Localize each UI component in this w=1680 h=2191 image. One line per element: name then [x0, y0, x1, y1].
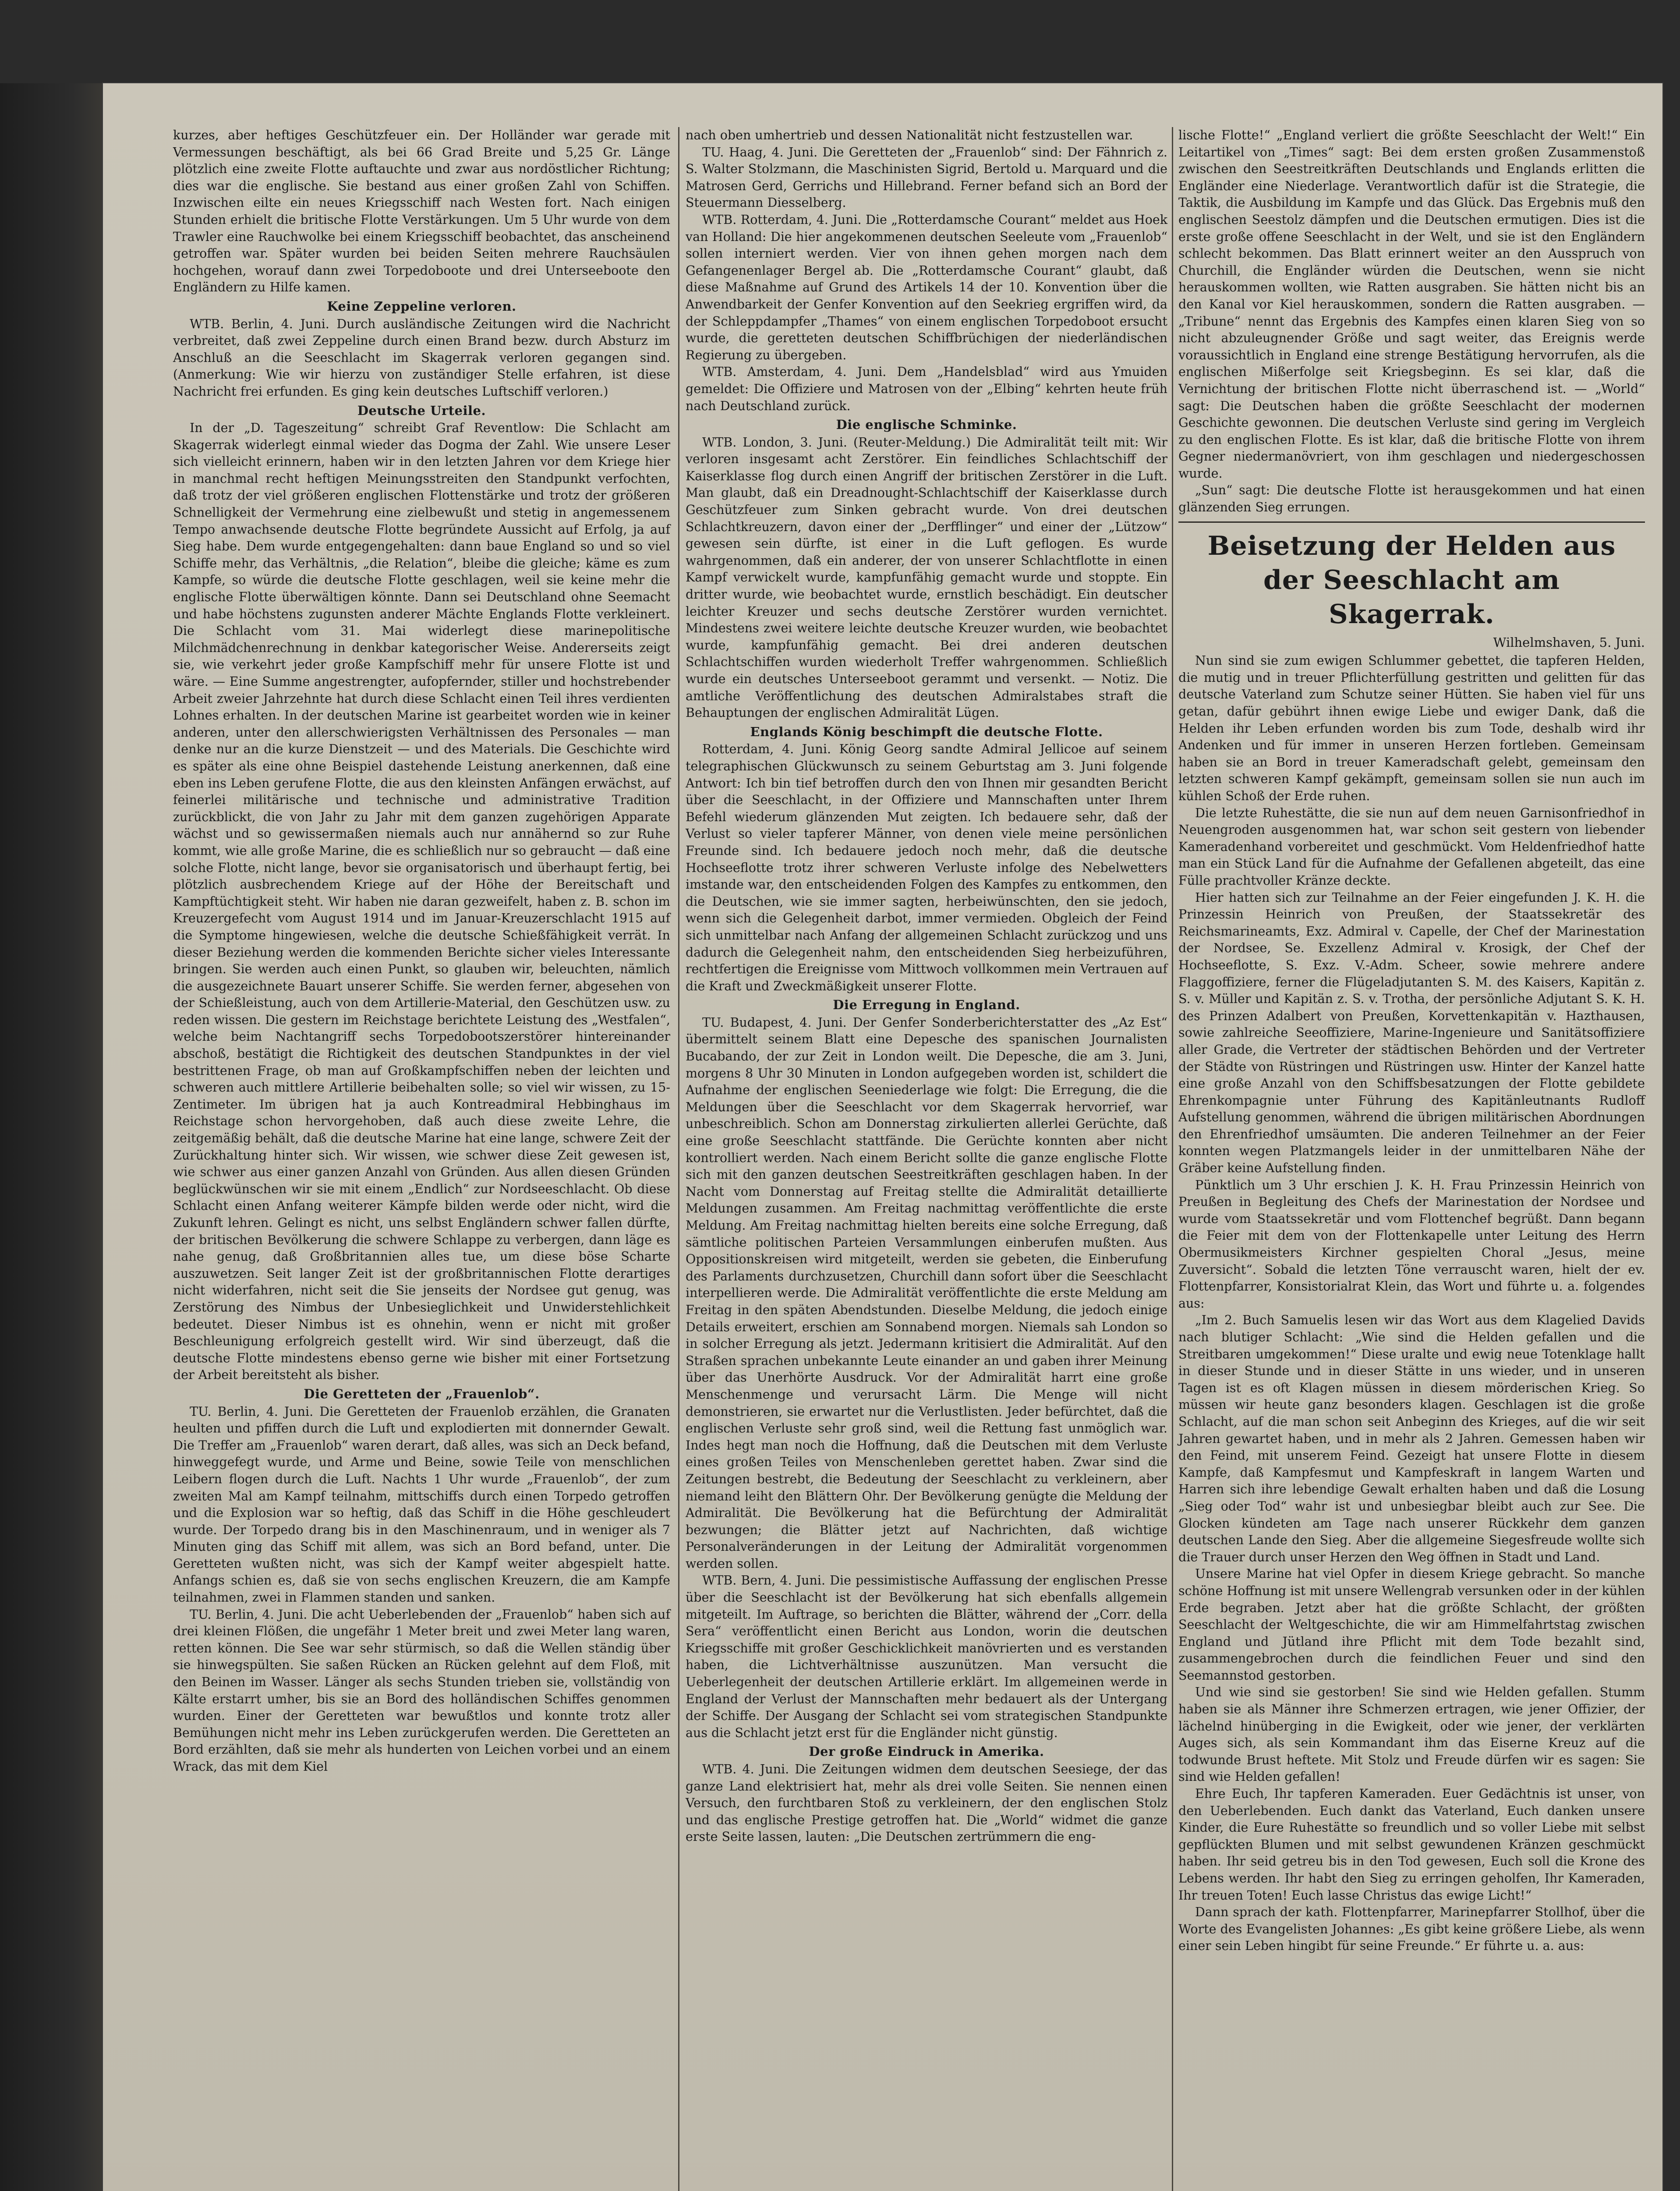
article-paragraph: TU. Haag, 4. Juni. Die Geretteten der „Frauenlob“ sind: Der Fähnrich z. S. Walter Stolzmann, die Maschinisten Sigrid, Bertold u. Marquard und die Matrosen Gerd, Gerrichs und Hillebrand. Ferner befand sich an Bord der Steuermann Diesselberg.	[686, 145, 1167, 210]
article-paragraph: Dann sprach der kath. Flottenpfarrer, Marinepfarrer Stollhof, über die Worte des Evangelisten Johannes: „Es gibt keine größere Liebe, als wenn einer sein Leben hingibt für seine Freunde.“ Er führte u. a. aus:	[1178, 1905, 1645, 1953]
section-divider	[1178, 521, 1645, 523]
article-paragraph: TU. Berlin, 4. Juni. Die Geretteten der Frauenlob erzählen, die Granaten heulten und pfiffen durch die Luft und explodierten mit donnernder Gewalt. Die Treffer am „Frauenlob“ waren derart, daß alles, was sich an Deck befand, hinweggefegt wurde, und Arme und Beine, sowie Teile von menschlichen Leibern flogen durch die Luft. Nachts 1 Uhr wurde „Frauenlob“, der zum zweiten Mal am Kampf teilnahm, mittschiffs durch einen Torpedo getroffen und die Explosion war so heftig, daß das Schiff in die Höhe geschleudert wurde. Der Torpedo drang bis in den Maschinenraum, und in weniger als 7 Minuten ging das Schiff mit allem, was sich an Bord befand, unter. Die Geretteten wußten nicht, was sich der Kampf weiter abgespielt hatte. Anfangs schien es, daß sie von sechs englischen Kreuzern, die am Kampfe teilnahmen, zwei in Flammen standen und sanken.	[173, 1404, 670, 1605]
article-heading: Die Erregung in England.	[833, 997, 1020, 1013]
article-paragraph: Pünktlich um 3 Uhr erschien J. K. H. Frau Prinzessin Heinrich von Preußen in Begleitung des Chefs der Marinestation der Nordsee und wurde vom Staatssekretär und vom Flottenchef begrüßt. Dann begann die Feier mit dem von der Flottenkapelle unter Leitung des Herrn Obermusikmeisters Kirchner gespielten Choral „Jesus, meine Zuversicht“. Sobald die letzten Töne verrauscht waren, hielt der ev. Flottenpfarrer, Konsistorialrat Klein, das Wort und führte u. a. folgendes aus:	[1178, 1177, 1645, 1311]
column-rule-1	[678, 127, 679, 2191]
article-paragraph: TU. Budapest, 4. Juni. Der Genfer Sonderberichterstatter des „Az Est“ übermittelt seinem Blatt eine Depesche des spanischen Journalisten Bucabando, der zur Zeit in London weilt. Die Depesche, die am 3. Juni, morgens 8 Uhr 30 Minuten in London aufgegeben worden ist, schildert die Aufnahme der englischen Seeniederlage wie folgt: Die Erregung, die die Meldungen über die Seeschlacht vor dem Skagerrak hervorrief, war unbeschreiblich. Schon am Donnerstag zirkulierten allerlei Gerüchte, daß eine große Seeschlacht stattfände. Die Gerüchte konnten aber nicht kontrolliert werden. Nach einem Bericht sollte die ganze englische Flotte sich mit den ganzen deutschen Seestreitkräften geschlagen haben. In der Nacht vom Donnerstag auf Freitag stellte die Admiralität detaillierte Meldungen zusammen. Am Freitag nachmittag veröffentlichte die erste Meldung. Am Freitag nachmittag hielten bereits eine solche Erregung, daß sämtliche politischen Parteien Versammlungen einberufen mußten. Aus Oppositionskreisen wird mitgeteilt, werden sie gebeten, die Einberufung des Parlaments durchzusetzen, Churchill dann sofort über die Seeschlacht interpellieren werde. Die Admiralität veröffentlichte die erste Meldung am Freitag in den späten Abendstunden. Dieselbe Meldung, die jedoch einige Details erweitert, erschien am Sonnabend morgen. Niemals sah London so in solcher Erregung als jetzt. Jedermann kritisiert die Admiralität. Auf den Straßen sprachen unbekannte Leute einander an und gaben ihrer Meinung über das Unerhörte Ausdruck. Vor der Admiralität harrt eine große Menschenmenge und verursacht Lärm. Die Menge will nicht demonstrieren, sie erwartet nur die Verlustlisten. Jeder befürchtet, daß die englischen Verluste sehr groß sind, weil die Rettung fast unmöglich war. Indes hegt man noch die Hoffnung, daß die Deutschen mit dem Verluste eines großen Teiles von Menschenleben gerettet haben. Zwar sind die Zeitungen bestrebt, die Bedeutung der Seeschlacht zu verkleinern, aber niemand leiht den Blättern Ohr. Der Bevölkerung genügte die Meldung der Admiralität. Die Bevölkerung hat die Befürchtung der Admiralität bezwungen; die Blätter jetzt auf Nachrichten, daß wichtige Personalveränderungen in der Leitung der Admiralität vorgenommen werden sollen.	[686, 1015, 1167, 1571]
article-paragraph: TU. Berlin, 4. Juni. Die acht Ueberlebenden der „Frauenlob“ haben sich auf drei kleinen Flößen, die ungefähr 1 Meter breit und zwei Meter lang waren, retten können. Die See war sehr stürmisch, so daß die Wellen ständig über sie hinwegspülten. Sie saßen Rücken an Rücken gelehnt auf dem Floß, mit den Beinen im Wasser. Länger als sechs Stunden trieben sie, vollständig von Kälte erstarrt umher, bis sie an Bord des holländischen Schiffes genommen wurden. Einer der Geretteten war bewußtlos und konnte trotz aller Bemühungen nicht mehr ins Leben zurückgerufen werden. Die Geretteten an Bord erzählten, daß sie mehr als hunderten von Leichen vorbei und an einem Wrack, das mit dem Kiel	[173, 1607, 670, 1774]
article-paragraph: WTB. Bern, 4. Juni. Die pessimistische Auffassung der englischen Presse über die Seeschlacht ist der Bevölkerung hat sich ebenfalls allgemein mitgeteilt. Im Auftrage, so berichten die Blätter, während der „Corr. della Sera“ veröffentlicht einen Bericht aus London, worin die deutschen Kriegsschiffe mit großer Geschicklichkeit manövrierten und es verstanden haben, die Lichtverhältnisse auszunützen. Man versucht die Ueberlegenheit der deutschen Artillerie erklärt. Im allgemeinen werde in England der Verlust der Mannschaften mehr bedauert als der Untergang der Schiffe. Der Ausgang der Schlacht sei vom strategischen Standpunkte aus die Schlacht jetzt erst für die Engländer nicht günstig.	[686, 1573, 1167, 1740]
column-rule-2	[1172, 127, 1173, 2191]
dateline: Wilhelmshaven, 5. Juni.	[1493, 635, 1645, 650]
article-paragraph: WTB. Amsterdam, 4. Juni. Dem „Handelsblad“ wird aus Ymuiden gemeldet: Die Offiziere und Matrosen von der „Elbing“ kehrten heute früh nach Deutschland zurück.	[686, 365, 1167, 413]
article-paragraph: Die letzte Ruhestätte, die sie nun auf dem neuen Garnisonfriedhof in Neuengroden ausgenommen hat, war schon seit gestern von liebender Kameradenhand vorbereitet und geschmückt. Vom Heldenfriedhof hatte man ein Stück Land für die Aufnahme der Gefallenen abgeteilt, das eine Fülle prachtvoller Kränze deckte.	[1178, 805, 1645, 888]
article-paragraph: WTB. Rotterdam, 4. Juni. Die „Rotterdamsche Courant“ meldet aus Hoek van Holland: Die hier angekommenen deutschen Seeleute vom „Frauenlob“ sollen interniert werden. Vier von ihnen gehen morgen nach dem Gefangenenlager Bergel ab. Die „Rotterdamsche Courant“ glaubt, daß diese Maßnahme auf Grund des Artikels 14 der 10. Konvention über die Anwendbarkeit der Genfer Konvention auf den Seekrieg ergriffen wird, da der Schleppdampfer „Thames“ von einem englischen Torpedoboot ersucht wurde, die geretteten deutschen Schiffbrüchigen der niederländischen Regierung zu übergeben.	[686, 212, 1167, 362]
article-heading: Die Geretteten der „Frauenlob“.	[304, 1386, 540, 1401]
article-paragraph: WTB. 4. Juni. Die Zeitungen widmen dem deutschen Seesiege, der das ganze Land elektrisiert hat, mehr als drei volle Seiten. Sie nennen einen Versuch, den furchtbaren Stoß zu verkleinern, der den englischen Stolz und das englische Prestige getroffen hat. Die „World“ widmet die ganze erste Seite lassen, lauten: „Die Deutschen zertrümmern die eng-	[686, 1762, 1167, 1844]
article-heading: Deutsche Urteile.	[357, 403, 486, 418]
article-paragraph: „Im 2. Buch Samuelis lesen wir das Wort aus dem Klagelied Davids nach blutiger Schlacht: „Wie sind die Helden gefallen und die Streitbaren umgekommen!“ Diese uralte und ewig neue Totenklage hallt in dieser Stunde und in dieser Stätte in uns wieder, und in unseren Tagen ist es oft Klagen müssen in diesem mörderischen Krieg. So müssen wir heute ganz besonders klagen. Geschlagen ist die große Schlacht, auf die man schon seit Anbeginn des Krieges, auf die wir seit Jahren gewartet haben, und in mehr als 2 Jahren. Gemessen haben wir den Feind, mit unserem Feind. Gezeigt hat unsere Flotte in diesem Kampfe, daß Kampfesmut und Kampfeskraft in langem Warten und Harren sich ihre lebendige Gewalt erhalten haben und daß die Losung „Sieg oder Tod“ wahr ist und unbesiegbar bleibt auch zur See. Die Glocken kündeten am Tage nach unserer Rückkehr dem ganzen deutschen Lande den Sieg. Aber die allgemeine Siegesfreude wollte sich die Trauer durch unser Herzen den Weg öffnen in Stadt und Land.	[1178, 1313, 1645, 1564]
article-heading: Englands König beschimpft die deutsche Flotte.	[750, 724, 1103, 739]
article-paragraph: kurzes, aber heftiges Geschützfeuer ein. Der Holländer war gerade mit Vermessungen beschäftigt, als bei 66 Grad Breite und 5,25 Gr. Länge plötzlich eine zweite Flotte auftauchte und zwar aus nordöstlicher Richtung; dies war die englische. Sie bestand aus einer großen Zahl von Schiffen. Inzwischen eilte ein neues Kriegsschiff nach Westen fort. Nach einigen Stunden erhielt die britische Flotte Verstärkungen. Um 5 Uhr wurde von dem Trawler eine Rauchwolke bei einem Kriegsschiff beobachtet, das anscheinend getroffen war. Später wurden bei beiden Seiten mehrere Rauchsäulen hochgehen, worauf dann zwei Torpedoboote und drei Unterseeboote den Engländern zu Hilfe kamen.	[173, 128, 670, 295]
article-heading: Der große Eindruck in Amerika.	[809, 1744, 1044, 1759]
article-paragraph: In der „D. Tageszeitung“ schreibt Graf Reventlow: Die Schlacht am Skagerrak widerlegt einmal wieder das Dogma der Zahl. Wie unsere Leser sich vielleicht erinnern, haben wir in den letzten Jahren vor dem Kriege hier in manchmal recht heftigen Meinungsstreiten den Standpunkt verfochten, daß trotz der viel größeren englischen Flottenstärke und trotz der größeren Schnelligkeit der Vermehrung eine zielbewußt und stetig in angemessenem Tempo anwachsende deutsche Flotte begründete Aussicht auf Erfolg, ja auf Sieg habe. Dem wurde entgegengehalten: dann baue England so und so viel Schiffe mehr, das Verhältnis, „die Relation“, bleibe die gleiche; käme es zum Kampfe, so würde die deutsche Flotte geschlagen, weil sie keine mehr die englische Flotte überwältigen könnte. Dann sei Deutschland ohne Seemacht und habe höchstens zugunsten anderer Mächte Englands Flotte verkleinert. Die Schlacht vom 31. Mai widerlegt diese marinepolitische Milchmädchenrechnung in denkbar kategorischer Weise. Andererseits zeigt sie, wie verkehrt jeder große Kampfschiff mehr für unsere Flotte ist und wäre. — Eine Summe angestrengter, aufopfernder, stiller und hochstrebender Arbeit zweier Jahrzehnte hat durch diese Schlacht einen Teil ihres verdienten Lohnes erhalten. In der deutschen Marine ist gearbeitet worden wie in keiner anderen, unter den allerschwierigsten Verhältnissen des Personales — man denke nur an die kurze Dienstzeit — und des Materials. Die Geschichte wird es später als eine ohne Beispiel dastehende Leistung anerkennen, daß eine eben ins Leben gerufene Flotte, die aus den kleinsten Anfängen erwächst, auf feinerlei militärische und technische und administrative Tradition zurückblickt, die von Jahr zu Jahr mit dem ganzen zugehörigen Apparate wächst und so gewissermaßen niemals auch nur annähernd so zur Ruhe kommt, wie alle große Marine, die es schließlich nur so gebraucht — daß eine solche Flotte, nicht lange, bevor sie organisatorisch und überhaupt fertig, bei plötzlich ausbrechendem Kriege auf der Höhe der Bereitschaft und Kampftüchtigkeit steht. Wir haben nie daran gezweifelt, haben z. B. schon im Kreuzergefecht vom August 1914 und im Januar-Kreuzerschlacht 1915 auf die Symptome hingewiesen, welche die deutsche Schießfähigkeit verrät. In dieser Beziehung werden die kommenden Berichte sicher vieles Interessante bringen. Sie werden auch einen Punkt, so glauben wir, beleuchten, nämlich die ausgezeichnete Bauart unserer Schiffe. Sie werden ferner, abgesehen von der Schießleistung, auch von dem Artillerie-Material, den Geschützen usw. zu reden wissen. Die gestern im Reichstage berichtete Leistung des „Westfalen“, welche beim Nachtangriff sechs Torpedobootszerstörer hintereinander abschoß, bestätigt die Richtigkeit des deutschen Standpunktes in der viel bestrittenen Frage, ob man auf Großkampfschiffen neben der leichten und schweren auch mittlere Artillerie beibehalten solle; so viel wir wissen, zu 15-Zentimeter. Im übrigen hat ja auch Kontreadmiral Hebbinghaus im Reichstage schon hervorgehoben, daß auch diese zweite Lehre, die zeitgemäßig behält, daß die deutsche Marine hat eine lange, schwere Zeit der Zurückhaltung hinter sich. Wir wissen, wie schwer diese Zeit gewesen ist, wie schwer aus einer ganzen Anzahl von Gründen. Aus allen diesen Gründen beglückwünschen wir sie mit einem „Endlich“ zur Nordseeschlacht. Ob diese Schlacht einen Anfang weiterer Kämpfe bilden werde oder nicht, wird die Zukunft lehren. Gelingt es nicht, uns selbst Engländern schwer fallen dürfte, der britischen Bevölkerung die schwere Schlappe zu verbergen, dann läge es nahe genug, daß Großbritannien alles tue, um diese böse Scharte auszuwetzen. Seit langer Zeit ist der großbritannischen Flotte derartiges nicht widerfahren, nicht seit die Sie jenseits der Nordsee gut genug, was Zerstörung des Nimbus der Unbesieglichkeit und Unwiderstehlichkeit bedeutet. Dieser Nimbus ist es ohnehin, wenn er nicht mit großer Beschleunigung erfolgreich gestellt wird. Wir sind überzeugt, daß die deutsche Flotte mindestens ebenso gerne wie bisher mit einer Fortsetzung der Arbeit bereitsteht als bisher.	[173, 421, 670, 1383]
article-paragraph: nach oben umhertrieb und dessen Nationalität nicht festzustellen war.	[686, 128, 1133, 142]
article-heading: Keine Zeppeline verloren.	[327, 298, 516, 314]
article-paragraph: lische Flotte!“ „England verliert die größte Seeschlacht der Welt!“ Ein Leitartikel von „Times“ sagt: Bei dem ersten großen Zusammenstoß zwischen den Seestreitkräften Deutschlands und Englands erlitten die Engländer eine Niederlage. Verantwortlich dafür ist die Strategie, die Taktik, die Ausbildung im Kampfe und das Glück. Das Ergebnis muß den englischen Seestolz dämpfen und die Deutschen ermutigen. Dies ist die erste große offene Seeschlacht in der Welt, und sie ist den Engländern schlecht bekommen. Das Blatt erinnert weiter an den Ausspruch von Churchill, die Engländer würden die Deutschen, wenn sie nicht herauskommen wollten, wie Ratten ausgraben. Sie hätten nicht bis an den Kanal vor Kiel herauskommen, sondern die Ratten ausgraben. — „Tribune“ nennt das Ergebnis des Kampfes einen klaren Sieg von so nicht abzuleugnender Größe und sagt weiter, das Ereignis werde voraussichtlich in England eine strenge Bestätigung hervorrufen, als die englischen Mißerfolge seit Kriegsbeginn. Es sei klar, daß die Vernichtung der britischen Flotte nicht überraschend ist. — „World“ sagt: Die Deutschen haben die größte Seeschlacht der modernen Geschichte gewonnen. Die deutschen Verluste sind gering im Vergleich zu den englischen Flotte. Es ist klar, daß die britische Flotte von ihrem Gegner niedermanövriert, von ihm geschlagen und niedergeschossen wurde.	[1178, 128, 1645, 481]
article-paragraph: Und wie sind sie gestorben! Sie sind wie Helden gefallen. Stumm haben sie als Männer ihre Schmerzen ertragen, wie jener Offizier, der lächelnd hinüberging in die Ewigkeit, oder wie jener, der verklärten Auges sich, als sein Kommandant ihm das Eiserne Kreuz auf die todwunde Brust heftete. Mit Stolz und Freude dürfen wir es sagen: Sie sind wie Helden gefallen!	[1178, 1685, 1645, 1784]
article-paragraph: WTB. London, 3. Juni. (Reuter-Meldung.) Die Admiralität teilt mit: Wir verloren insgesamt acht Zerstörer. Ein feindliches Schlachtschiff der Kaiserklasse flog durch einen Angriff der britischen Zerstörer in die Luft. Man glaubt, daß ein Dreadnought-Schlachtschiff der Kaiserklasse durch Geschützfeuer zum Sinken gebracht wurde. Von drei deutschen Schlachtkreuzern, davon einer der „Derfflinger“ und einer der „Lützow“ gewesen sein dürfte, ist einer in die Luft geflogen. Es wurde wahrgenommen, daß ein anderer, der von unserer Schlachtflotte in einen Kampf verwickelt wurde, kampfunfähig gemacht wurde und stoppte. Ein dritter wurde, wie beobachtet wurde, ernstlich beschädigt. Ein deutscher leichter Kreuzer und sechs deutsche Zerstörer wurden vernichtet. Mindestens zwei weitere leichte deutsche Kreuzer wurden, wie beobachtet wurde, kampfunfähig gemacht. Bei drei anderen deutschen Schlachtschiffen wurden wiederholt Treffer wahrgenommen. Schließlich wurde ein deutsches Unterseeboot gerammt und versenkt. — Notiz. Die amtliche Veröffentlichung des deutschen Admiralstabes straft die Behauptungen der englischen Admiralität Lügen.	[686, 435, 1167, 720]
scan-left-edge	[0, 83, 103, 2191]
article-paragraph: Ehre Euch, Ihr tapferen Kameraden. Euer Gedächtnis ist unser, von den Ueberlebenden. Euch dankt das Vaterland, Euch danken unsere Kinder, die Eure Ruhestätte so freundlich und so voller Liebe mit selbst gepflückten Blumen und mit selbst gewundenen Kränzen geschmückt haben. Ihr seid getreu bis in den Tod gewesen, Euch soll die Krone des Lebens werden. Ihr habt den Sieg zu erringen geholfen, Ihr Kameraden, Ihr treuen Toten! Euch lasse Christus das ewige Licht!“	[1178, 1787, 1645, 1903]
column-1	[173, 127, 670, 1776]
article-paragraph: Unsere Marine hat viel Opfer in diesem Kriege gebracht. So manche schöne Hoffnung ist mit unsere Wellengrab versunken oder in der kühlen Erde begraben. Jetzt aber hat die größte Schlacht, der größten Seeschlacht der Weltgeschichte, die wir am Himmelfahrtstag zwischen England und Jütland ihre Pflicht mit dem Tode bezahlt sind, zusammengebrochen durch die feindlichen Feuer und sind den Seemannstod gestorben.	[1178, 1567, 1645, 1683]
column-3	[1178, 127, 1645, 1955]
article-paragraph: „Sun“ sagt: Die deutsche Flotte ist herausgekommen und hat einen glänzenden Sieg errungen.	[1178, 483, 1645, 515]
article-paragraph: Rotterdam, 4. Juni. König Georg sandte Admiral Jellicoe auf seinem telegraphischen Glückwunsch zu seinem Geburtstag am 3. Juni folgende Antwort: Ich bin tief betroffen durch den von Ihnen mir gesandten Bericht über die Seeschlacht, in der Offiziere und Mannschaften unter Ihrem Befehl wiederum glänzenden Mut zeigten. Ich bedauere sehr, daß der Verlust so vieler tapferer Männer, von denen viele meine persönlichen Freunde sind. Ich bedauere jedoch noch mehr, daß die deutsche Hochseeflotte trotz ihrer schweren Verluste infolge des Nebelwetters imstande war, den entscheidenden Folgen des Kampfes zu entkommen, den die Deutschen, wie sie immer sagten, herbeiwünschten, den sie jedoch, wenn sich die Gelegenheit darbot, immer vermieden. Obgleich der Feind sich unmittelbar nach Anfang der allgemeinen Schlacht zurückzog und uns dadurch die Gelegenheit nahm, den entscheidenden Sieg herbeizuführen, rechtfertigen die Ereignisse vom Mittwoch vollkommen mein Vertrauen auf die Kraft und Zweckmäßigkeit unserer Flotte.	[686, 742, 1167, 993]
article-paragraph: Hier hatten sich zur Teilnahme an der Feier eingefunden J. K. H. die Prinzessin Heinrich von Preußen, der Staatssekretär des Reichsmarineamts, Exz. Admiral v. Capelle, der Chef der Marinestation der Nordsee, Se. Exzellenz Admiral v. Krosigk, der Chef der Hochseeflotte, S. Exz. V.-Adm. Scheer, sowie mehrere andere Flaggoffiziere, ferner die Flügeladjutanten S. M. des Kaisers, Kapitän z. S. v. Müller und Kapitän z. S. v. Trotha, der persönliche Adjutant S. K. H. des Prinzen Adalbert von Preußen, Korvettenkapitän v. Hazthausen, sowie zahlreiche Seeoffiziere, Marine-Ingenieure und Sanitätsoffiziere aller Grade, die Vertreter der städtischen Behörden und der Vertreter der Städte von Rüstringen und Rüstringen usw. Hinter der Kanzel hatte eine große Anzahl von den Schiffsbesatzungen der Flotte gebildete Ehrenkompagnie unter Führung des Kapitänleutnants Rudloff Aufstellung genommen, während die übrigen militärischen Abordnungen den Ehrenfriedhof umsäumten. Die anderen Teilnehmer an der Feier konnten wegen Platzmangels leider in der unmittelbaren Nähe der Gräber keine Aufstellung finden.	[1178, 890, 1645, 1176]
column-2	[686, 127, 1167, 1846]
article-paragraph: Nun sind sie zum ewigen Schlummer gebettet, die tapferen Helden, die mutig und in treuer Pflichterfüllung gestritten und gelitten für das deutsche Vaterland zum Schutze seiner Hütten. Sie haben viel für uns getan, dafür gebührt ihnen ewige Liebe und ewiger Dank, daß die Helden ihr Leben erfunden worden bis zum Tode, deshalb wird ihr Andenken und für immer in unseren Herzen fortleben. Gemeinsam haben sie an Bord in treuer Kameradschaft gelebt, gemeinsam den letzten schweren Kampf gekämpft, gemeinsam sollen sie nun auch im kühlen Schoß der Erde ruhen.	[1178, 653, 1645, 803]
article-paragraph: WTB. Berlin, 4. Juni. Durch ausländische Zeitungen wird die Nachricht verbreitet, daß zwei Zeppeline durch einen Brand bezw. durch Absturz im Anschluß an die Seeschlacht im Skagerrak verloren gegangen sind. (Anmerkung: Wie wir hierzu von zuständiger Stelle erfahren, ist diese Nachricht frei erfunden. Es ging kein deutsches Luftschiff verloren.)	[173, 316, 670, 399]
main-headline: Beisetzung der Helden aus der Seeschlacht am Skagerrak.	[1207, 530, 1616, 630]
article-heading: Die englische Schminke.	[836, 417, 1017, 433]
